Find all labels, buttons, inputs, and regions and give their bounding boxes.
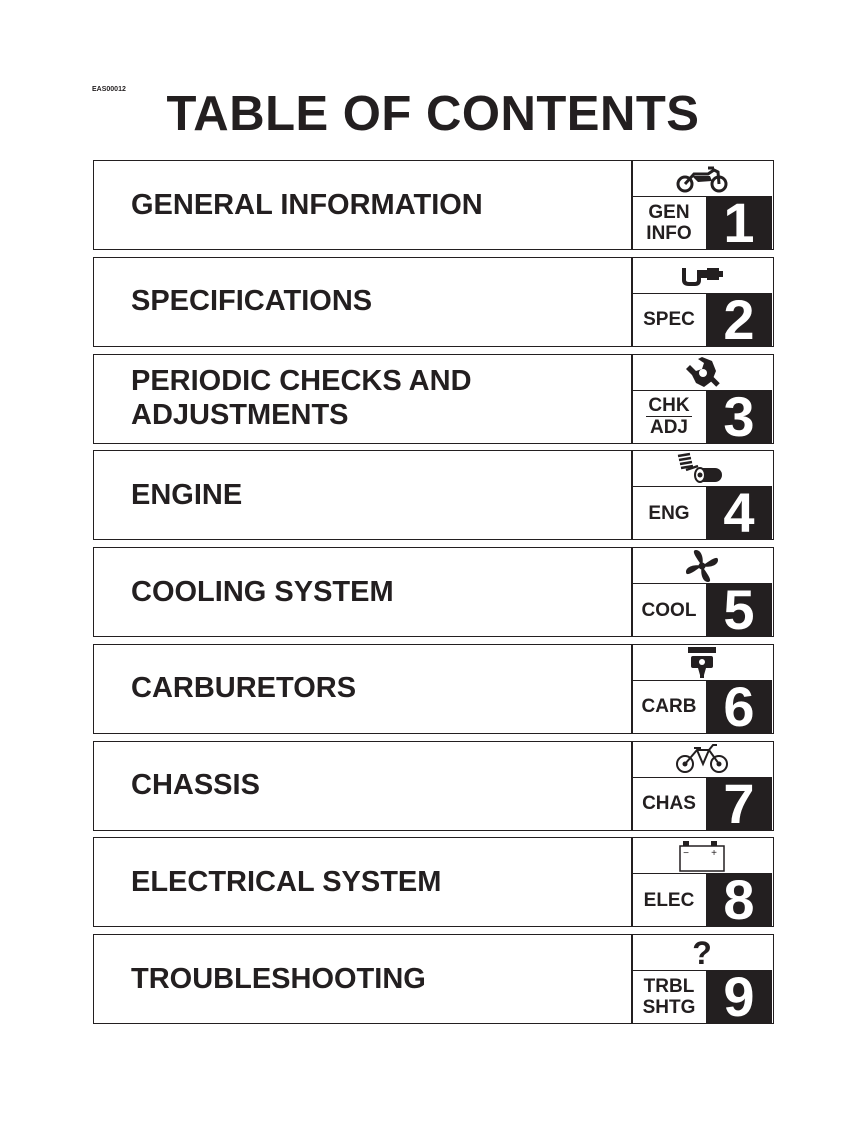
toc-entry-title-box — [93, 547, 633, 637]
section-number: 1 — [706, 197, 772, 249]
toc-entry-title: TROUBLESHOOTING — [131, 962, 426, 995]
toc-entry-title-box — [93, 257, 633, 347]
toc-entry-chassis[interactable] — [93, 741, 774, 835]
section-number: 5 — [706, 584, 772, 636]
section-tab-6[interactable] — [631, 644, 774, 738]
section-tab-5[interactable] — [631, 547, 774, 641]
abbr-line-1: ENG — [648, 502, 690, 524]
toc-entry-troubleshooting[interactable] — [93, 934, 774, 1028]
toc-entry-title: CARBURETORS — [131, 672, 357, 705]
section-tab-3[interactable] — [631, 354, 774, 448]
toc-entry-periodic-checks-and-adjustments[interactable] — [93, 354, 774, 448]
toc-entry-cooling-system[interactable] — [93, 547, 774, 641]
toc-entry-title: GENERAL INFORMATION — [131, 188, 483, 221]
section-abbreviation — [632, 874, 706, 926]
battery-minus-label: − — [683, 847, 689, 859]
section-number: 6 — [706, 681, 772, 733]
section-abbreviation — [632, 391, 706, 443]
section-number: 7 — [706, 778, 772, 830]
abbr-line-1: GEN — [648, 202, 690, 223]
section-number: 2 — [706, 294, 772, 346]
abbr-line-2: SHTG — [642, 997, 696, 1018]
section-abbreviation — [632, 971, 706, 1023]
toc-entry-title-box — [93, 450, 633, 540]
section-tab-7[interactable] — [631, 741, 774, 835]
section-abbreviation — [632, 197, 706, 249]
document-code: EAS00012 — [92, 86, 126, 93]
section-tab-1[interactable] — [631, 160, 774, 254]
section-number: 9 — [706, 971, 772, 1023]
toc-entry-electrical-system[interactable] — [93, 837, 774, 932]
toc-entry-title: PERIODIC CHECKS AND ADJUSTMENTS — [131, 365, 472, 431]
toc-entry-general-information[interactable] — [93, 160, 774, 254]
section-tab-2[interactable] — [631, 257, 774, 351]
toc-entry-title-box — [93, 160, 633, 250]
abbr-line-1: CHAS — [642, 793, 696, 814]
question-mark: ? — [692, 934, 712, 971]
toc-entry-title: ENGINE — [131, 478, 243, 511]
toc-entry-title: COOLING SYSTEM — [131, 575, 394, 608]
toc-entry-title: SPECIFICATIONS — [131, 285, 373, 318]
toc-entry-title-box — [93, 934, 633, 1024]
section-abbreviation — [632, 584, 706, 636]
abbr-line-1: TRBL — [643, 976, 695, 997]
section-abbreviation — [632, 681, 706, 733]
toc-entry-carburetors[interactable] — [93, 644, 774, 738]
toc-entry-engine[interactable] — [93, 450, 774, 545]
page-title: TABLE OF CONTENTS — [166, 87, 700, 141]
toc-entry-title-box — [93, 644, 633, 734]
section-abbreviation — [632, 487, 706, 539]
toc-entry-title: CHASSIS — [131, 769, 260, 801]
section-tab-4[interactable] — [631, 450, 774, 545]
abbr-line-2: INFO — [646, 223, 692, 244]
abbr-line-2: ADJ — [649, 417, 688, 438]
abbr-line-1: SPEC — [643, 309, 695, 331]
abbr-line-1: COOL — [641, 599, 697, 621]
section-abbreviation — [632, 294, 706, 346]
section-tab-9[interactable] — [631, 934, 774, 1028]
abbr-line-1: ELEC — [643, 889, 695, 911]
section-abbreviation — [632, 778, 706, 830]
toc-entry-title-box — [93, 741, 633, 831]
battery-plus-label: + — [711, 847, 717, 859]
section-number: 4 — [706, 487, 772, 539]
section-number: 3 — [706, 391, 772, 443]
abbr-line-1: CHK — [648, 395, 690, 416]
toc-list — [93, 160, 774, 1031]
section-number: 8 — [706, 874, 772, 926]
abbr-line-1: CARB — [641, 696, 697, 718]
toc-entry-title-box — [93, 837, 633, 927]
section-tab-8[interactable] — [631, 837, 774, 932]
toc-entry-specifications[interactable] — [93, 257, 774, 351]
toc-entry-title-box — [93, 354, 633, 444]
toc-entry-title: ELECTRICAL SYSTEM — [131, 865, 442, 898]
